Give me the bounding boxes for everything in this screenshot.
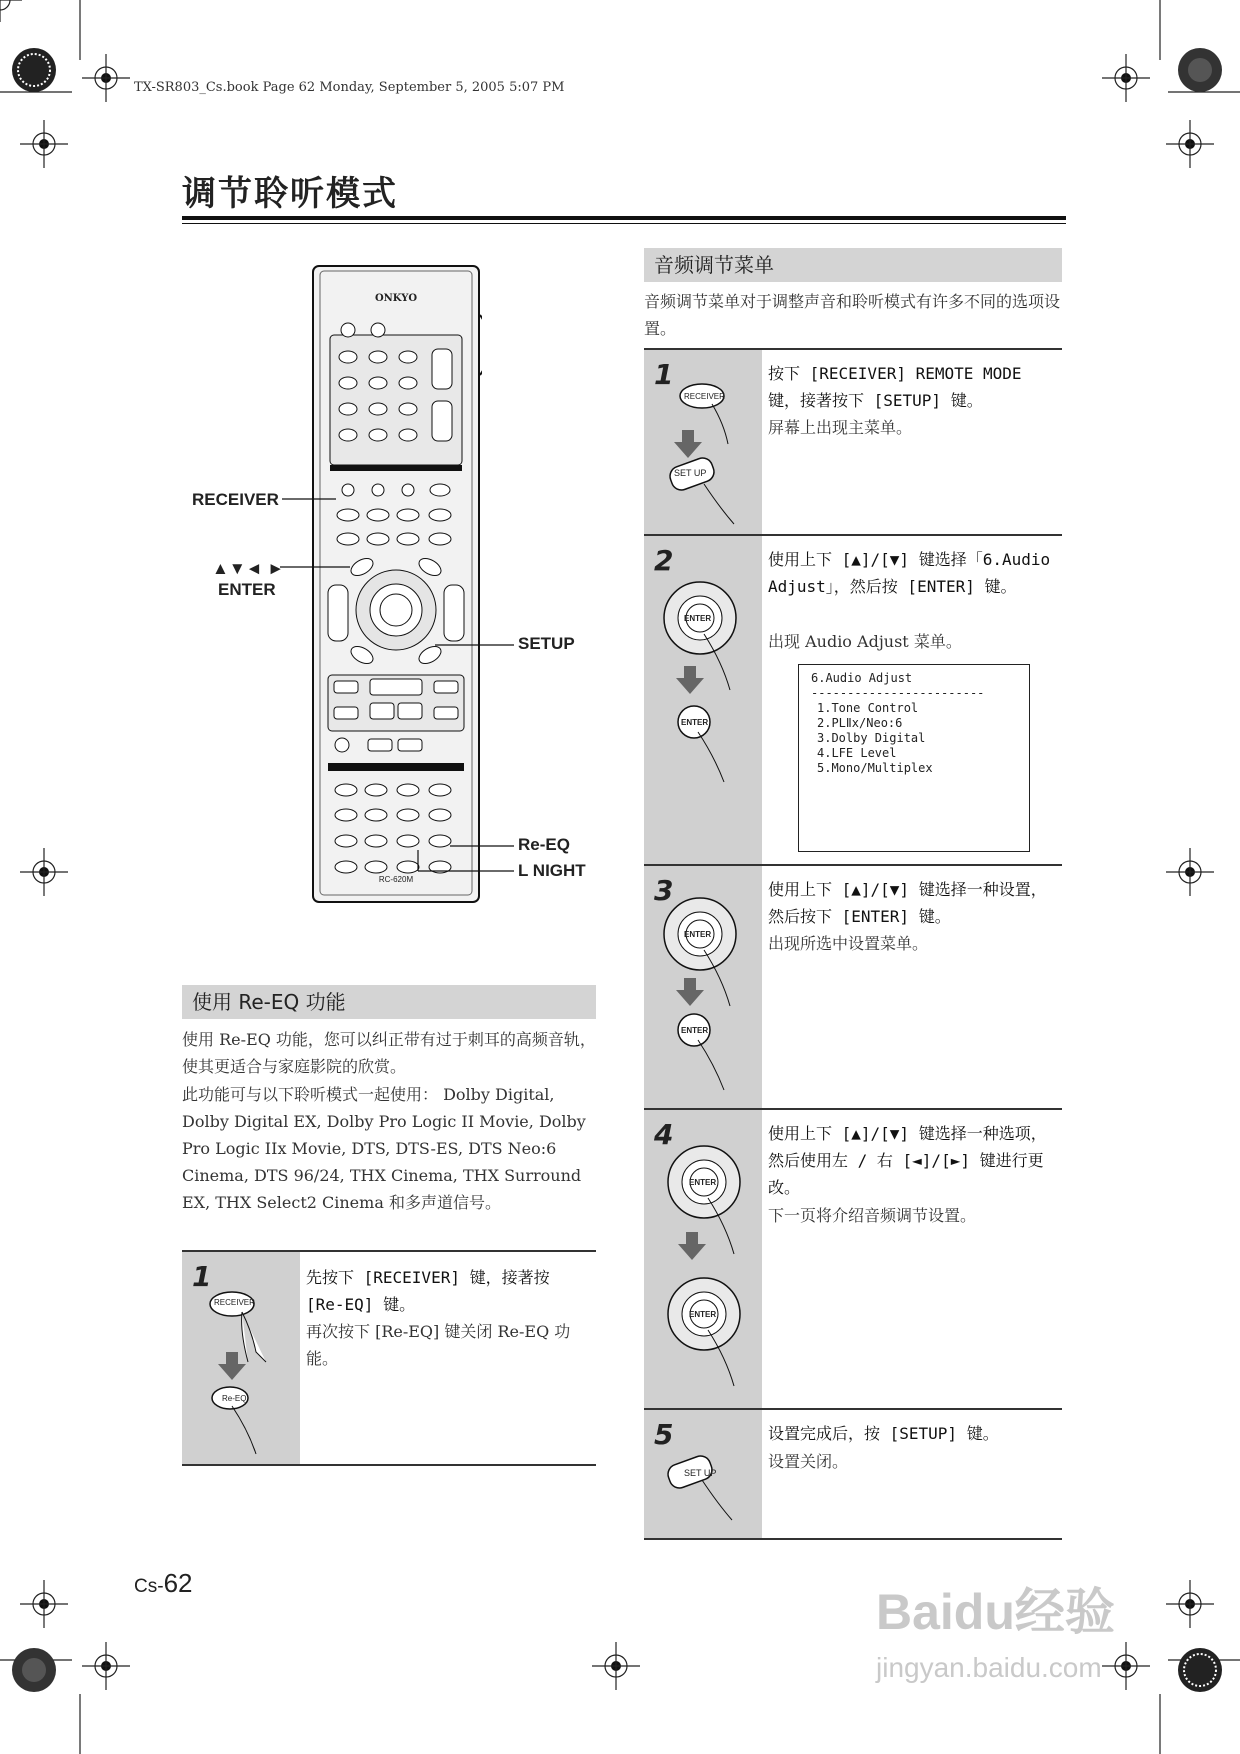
- audio-step-5: [644, 1408, 1062, 1540]
- btn-label-enter-2: ENTER: [681, 718, 709, 727]
- page-number-value: 62: [163, 1568, 193, 1598]
- menu-item: 2.PLⅡx/Neo:6: [817, 716, 903, 730]
- page-title: 调节聆听模式: [182, 174, 398, 214]
- audio-intro: 音频调节菜单对于调整声音和聆听模式有许多不同的选项设置。: [644, 292, 1061, 338]
- reeq-para1: 使用 Re-EQ 功能，您可以纠正带有过于刺耳的高频音轨，使其更适合与家庭影院的欣赏。: [182, 1030, 596, 1076]
- step-number: 2: [654, 544, 674, 577]
- step-result: 再次按下 [Re-EQ] 键关闭 Re-EQ 功能。: [306, 1322, 571, 1368]
- callout-lnight: L NIGHT: [518, 861, 586, 880]
- btn-label-enter: ENTER: [684, 614, 712, 623]
- menu-item: 1.Tone Control: [817, 701, 919, 715]
- callout-arrows: ▲▼◄ ►: [212, 559, 285, 578]
- step-instruction: 设置完成后，按 [SETUP] 键。: [768, 1424, 999, 1443]
- audio-step-3: [644, 864, 1062, 1110]
- btn-label-setup: SET UP: [684, 1468, 717, 1478]
- step-illustration-column: [644, 536, 762, 866]
- btn-label-reeq: Re-EQ: [222, 1394, 247, 1403]
- step-illustration-column: [644, 866, 762, 1110]
- step-instruction: 先按下 [RECEIVER] 键，接著按 [Re-EQ] 键。: [306, 1268, 550, 1314]
- reeq-step-1: [182, 1250, 596, 1466]
- press-button-hand-icon: [202, 1282, 292, 1462]
- callout-receiver: RECEIVER: [192, 490, 279, 509]
- step-instruction: 按下 [RECEIVER] REMOTE MODE 键，接著按下 [SETUP] 键。: [768, 364, 1022, 410]
- btn-label-enter-2: ENTER: [681, 1026, 709, 1035]
- step-illustration-column: [644, 1410, 762, 1538]
- title-rule-thin: [182, 223, 1066, 224]
- remote-model: RC-620M: [378, 875, 414, 884]
- audio-step-4: [644, 1108, 1062, 1410]
- page-number-prefix: Cs-: [134, 1576, 164, 1597]
- btn-label-setup: SET UP: [674, 468, 707, 478]
- reeq-heading: 使用 Re-EQ 功能: [182, 985, 596, 1019]
- menu-divider: ------------------------: [811, 686, 985, 700]
- step-instruction: 使用上下 [▲]/[▼] 键选择「6.Audio Adjust」，然后按 [ENTER] 键。: [768, 550, 1051, 596]
- reeq-para2: 此功能可与以下聆听模式一起使用： Dolby Digital, Dolby Digital EX, Dolby Pro Logic II Movie, Dolby Pro Logic IIx Movie, DTS, DTS-ES, DTS Neo:6 Cinema, DTS 96/24, THX Cinema, THX Surround EX, THX Select2 Cinema 和多声道信号。: [182, 1085, 586, 1212]
- menu-item: 5.Mono/Multiplex: [817, 761, 933, 775]
- step-illustration-column: [182, 1252, 300, 1464]
- audio-step-2: [644, 534, 1062, 866]
- step-illustration-column: [644, 350, 762, 536]
- step-number: 5: [654, 1418, 674, 1451]
- step-number: 3: [654, 874, 674, 907]
- remote-brand: ONKYO: [374, 293, 418, 304]
- baidu-watermark-brand: Baidu经验: [876, 1584, 1115, 1640]
- step-result: 出现 Audio Adjust 菜单。: [768, 632, 962, 651]
- step-instruction: 使用上下 [▲]/[▼] 键选择一种设置，然后按下 [ENTER] 键。: [768, 880, 1047, 926]
- step-result: 屏幕上出现主菜单。: [768, 418, 913, 437]
- callout-reeq: Re-EQ: [518, 835, 570, 854]
- btn-label-enter: ENTER: [684, 930, 712, 939]
- title-rule: [182, 216, 1066, 220]
- step-number: 4: [654, 1118, 674, 1151]
- press-setup-hand-icon: [662, 1450, 758, 1536]
- step-result: 下一页将介绍音频调节设置。: [768, 1206, 977, 1225]
- step-number: 1: [192, 1260, 212, 1293]
- step-illustration-column: [644, 1110, 762, 1410]
- baidu-watermark-url: jingyan.baidu.com: [876, 1652, 1102, 1683]
- callout-setup: SETUP: [518, 634, 575, 653]
- audio-step-1: [644, 348, 1062, 536]
- audio-heading: 音频调节菜单: [644, 248, 1062, 282]
- page-number: [134, 1568, 192, 1599]
- step-result: 出现所选中设置菜单。: [768, 934, 929, 953]
- enter-dial-hand-icon: [654, 892, 760, 1106]
- audio-adjust-menu: [798, 664, 1030, 852]
- btn-label-enter: ENTER: [689, 1178, 717, 1187]
- btn-label-enter-2: ENTER: [689, 1310, 717, 1319]
- step-number: 1: [654, 358, 674, 391]
- step-instruction: 使用上下 [▲]/[▼] 键选择一种选项，然后使用左 / 右 [◄]/[►] 键进行更改。: [768, 1124, 1047, 1197]
- print-info: TX-SR803_Cs.book Page 62 Monday, September 5, 2005 5:07 PM: [134, 80, 565, 95]
- callout-enter: ENTER: [218, 580, 276, 599]
- menu-title: 6.Audio Adjust: [811, 671, 913, 685]
- step-result: 设置关闭。: [768, 1452, 849, 1471]
- btn-label-receiver: RECEIVER: [684, 392, 725, 401]
- btn-label-receiver: RECEIVER: [214, 1298, 255, 1307]
- menu-item: 3.Dolby Digital: [817, 731, 926, 745]
- menu-item: 4.LFE Level: [817, 746, 897, 760]
